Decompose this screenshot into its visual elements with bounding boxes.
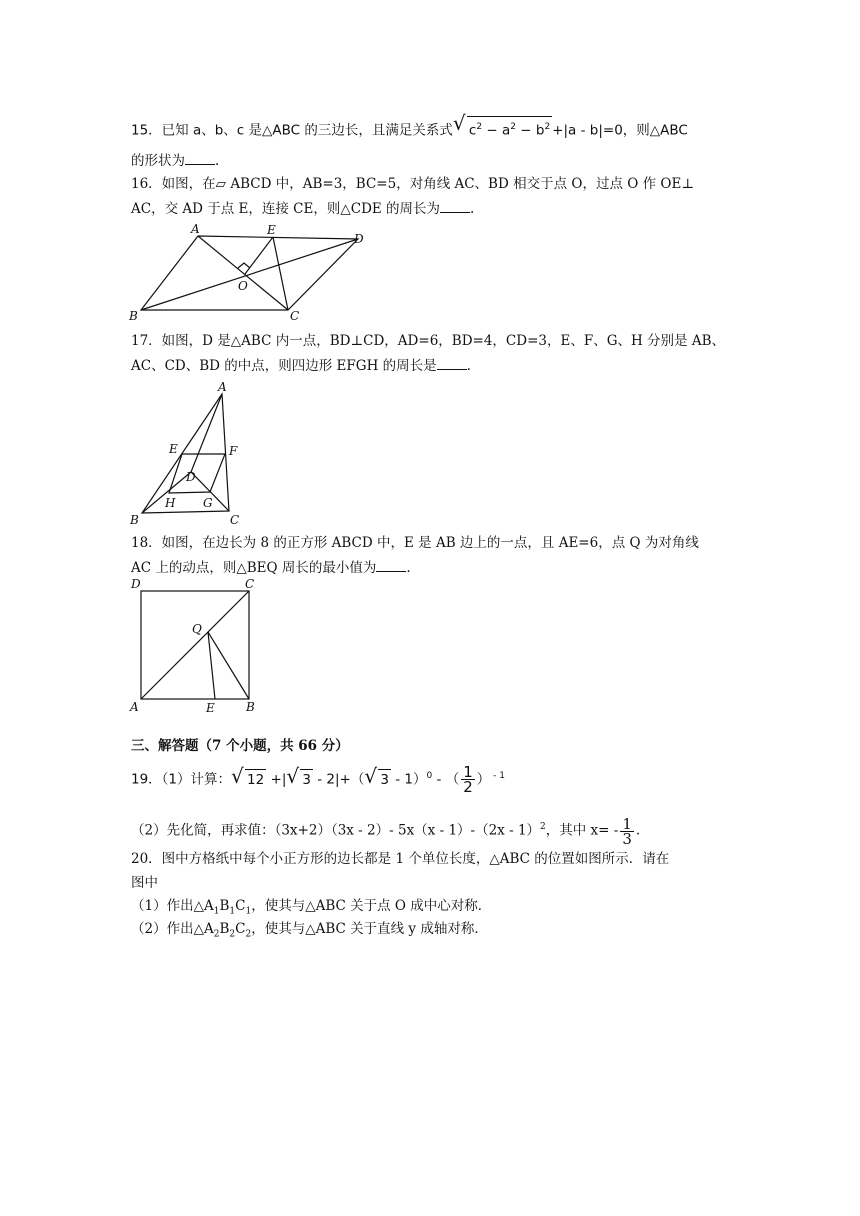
q15-sq3: 2 — [544, 122, 551, 132]
sqrt-3-a: √ 3 — [286, 763, 311, 788]
answer-blank[interactable] — [376, 557, 406, 572]
q17-line2-text: AC、CD、BD 的中点，则四边形 EFGH 的周长是 — [131, 358, 437, 374]
q16-line2 — [131, 198, 474, 219]
label-c: C — [245, 577, 255, 591]
right-angle-mark — [238, 263, 250, 268]
q17-end: . — [466, 358, 471, 374]
q15-sq1: 2 — [476, 122, 483, 132]
sub-2: 2 — [229, 929, 236, 940]
sqrt-12: √ 12 — [231, 763, 265, 788]
q20-p1-c: C — [235, 898, 246, 914]
q20-p2-c: C — [235, 921, 246, 937]
q19-part2-tail: ，其中 x= - — [545, 822, 619, 839]
diagonal-ac — [141, 591, 249, 699]
q19-abs-rest: - 2|+（ — [312, 771, 365, 788]
label-a: A — [218, 380, 227, 394]
q15-rc: c — [468, 122, 477, 139]
q15-sqrt: √ $c^2 - a^2 - b^2$ — [452, 111, 551, 139]
sub-1: 1 — [245, 906, 252, 917]
label-a: A — [191, 222, 200, 236]
q20-p1-prefix: （1）作出△A — [131, 898, 214, 914]
q19-paren: - 1） — [390, 771, 427, 788]
sub-1: 1 — [213, 906, 220, 917]
label-b: B — [246, 700, 255, 714]
q20-p2-tail: ，使其与△ABC 关于直线 y 成轴对称． — [251, 921, 488, 937]
sub-2: 2 — [213, 929, 220, 940]
q19-part1 — [131, 763, 505, 796]
section-title: 三、解答题（7 个小题，共 66 分） — [131, 738, 349, 754]
q20-part1 — [131, 896, 491, 922]
q19-exp-neg1: - 1 — [490, 771, 505, 781]
answer-blank[interactable] — [185, 150, 215, 165]
q20-p2-prefix: （2）作出△A — [131, 921, 214, 937]
label-d: D — [354, 232, 364, 246]
q19-exp2: 2 — [540, 822, 546, 832]
q18-end: . — [406, 560, 411, 576]
q19-minus: - （ — [432, 771, 460, 788]
label-a: A — [130, 700, 139, 714]
label-f: F — [229, 444, 238, 458]
q18-line1: 18．如图，在边长为 8 的正方形 ABCD 中，E 是 AB 边上的一点，且 AE=6，点 Q 为对角线 — [131, 535, 699, 551]
q18-line2-text: AC 上的动点，则△BEQ 周长的最小值为 — [131, 560, 377, 576]
label-g: G — [203, 496, 213, 510]
q20-part2 — [131, 919, 488, 945]
q16-line2-text: AC，交 AD 于点 E，连接 CE，则△CDE 的周长为 — [131, 201, 441, 217]
q15-prefix: 15．已知 a、b、c 是△ABC 的三边长，且满足关系式 — [131, 122, 453, 139]
q20-line2: 图中 — [131, 875, 158, 891]
sub-1: 1 — [229, 906, 236, 917]
q17-line2 — [131, 355, 471, 376]
label-b: B — [129, 309, 138, 322]
q19-x-end: . — [635, 822, 641, 839]
label-c: C — [290, 309, 300, 322]
q20-p1-tail: ，使其与△ABC 关于点 O 成中心对称． — [251, 898, 492, 914]
label-e: E — [267, 223, 276, 237]
answer-blank[interactable] — [437, 355, 467, 370]
q15-abs: +|a - b|=0，则△ABC — [552, 122, 688, 139]
answer-blank[interactable] — [440, 198, 470, 213]
q19-part2 — [131, 812, 641, 848]
label-c: C — [230, 513, 240, 527]
fraction-one-third: $\frac{1}{3}$ — [622, 814, 632, 848]
q19-prefix: 19．（1）计算： — [131, 771, 232, 788]
label-d: D — [131, 577, 141, 591]
sqrt-3-b: √ 3 — [364, 763, 389, 788]
label-h: H — [165, 496, 176, 510]
q15-line2-text: 的形状为 — [131, 153, 185, 169]
q15-sq2: 2 — [510, 122, 516, 132]
label-o: O — [238, 279, 248, 293]
q15-ra: − a — [482, 122, 511, 139]
q15-rb: − b — [515, 122, 545, 139]
q15-end: . — [215, 153, 220, 169]
label-q: Q — [192, 622, 202, 636]
label-b: B — [130, 513, 139, 527]
q18-figure — [128, 575, 268, 717]
q16-figure — [128, 222, 373, 322]
fraction-one-half: $\frac{1}{2}$ — [463, 763, 473, 796]
q15-line1 — [131, 111, 688, 141]
q15-line2 — [131, 150, 219, 171]
label-d: D — [186, 470, 196, 484]
label-e: E — [169, 442, 178, 456]
q16-end: . — [470, 201, 475, 217]
label-e: E — [206, 701, 215, 715]
q19-part2-text: （2）先化简，再求值：（3x+2）（3x - 2）- 5x（x - 1）-（2x - 1） — [131, 822, 541, 839]
q19-exp0: 0 — [426, 771, 433, 781]
q20-line1: 20．图中方格纸中每个小正方形的边长都是 1 个单位长度，△ABC 的位置如图所示．请在 — [131, 851, 670, 867]
sub-2: 2 — [245, 929, 252, 940]
q16-line1: 16．如图，在▱ ABCD 中，AB=3，BC=5，对角线 AC、BD 相交于点 O，过点 O 作 OE⊥ — [131, 176, 695, 192]
diagonal-bd — [141, 239, 358, 310]
q19-close: ） — [476, 771, 491, 788]
q19-abs-open: +| — [266, 771, 287, 788]
q20-p1-b: B — [219, 898, 230, 914]
q17-figure — [128, 380, 248, 528]
q20-p2-b: B — [219, 921, 230, 937]
q17-line1: 17．如图，D 是△ABC 内一点，BD⊥CD，AD=6，BD=4，CD=3，E、F、G、H 分别是 AB、 — [131, 333, 726, 349]
